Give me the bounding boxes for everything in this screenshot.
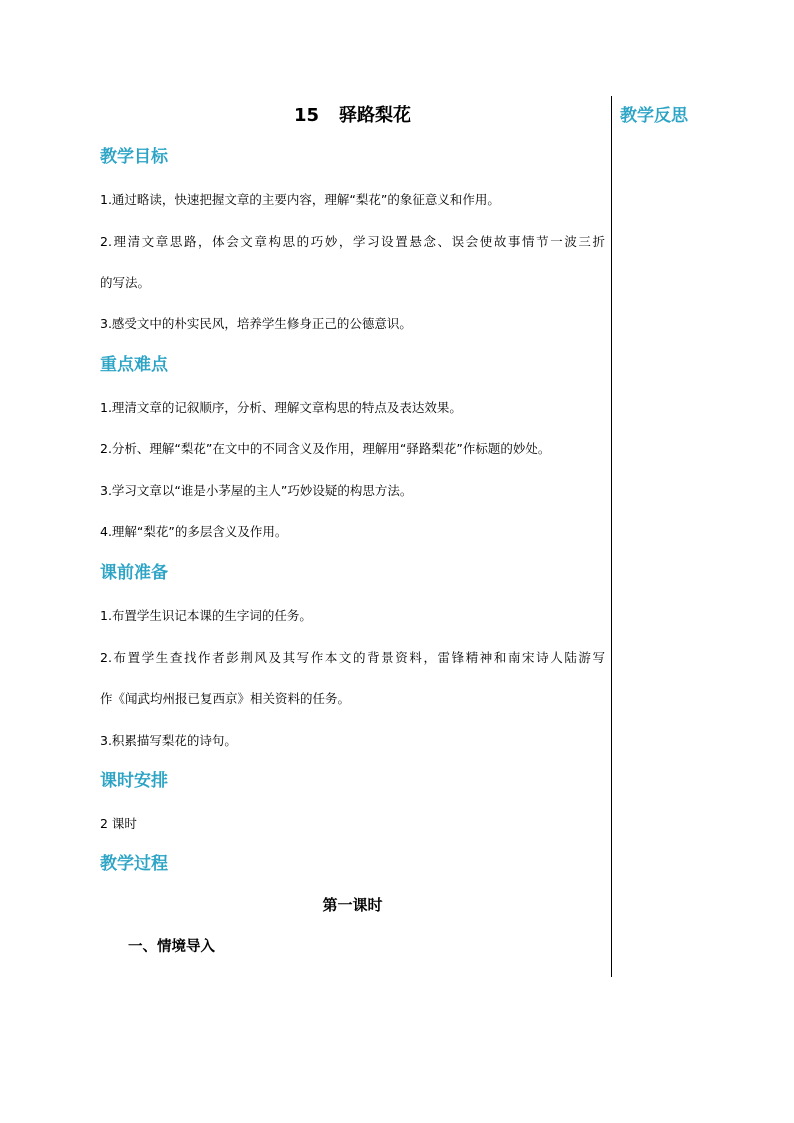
key-point-item-4: 4.理解“梨花”的多层含义及作用。 [100,524,288,539]
reflection-column [620,104,770,128]
key-point-item-2: 2.分析、理解“梨花”在文中的不同含义及作用，理解用“驿路梨花”作标题的妙处。 [100,441,551,456]
section-heading-process: 教学过程 [100,854,168,874]
schedule-text: 2 课时 [100,816,137,831]
step-title: 一、情境导入 [128,939,215,955]
goal-item-2-continued: 的写法。 [100,275,151,290]
preparation-item-2: 2.布置学生查找作者彭荆风及其写作本文的背景资料，雷锋精神和南宋诗人陆游写 [100,650,605,665]
section-heading-schedule: 课时安排 [100,771,168,791]
section-heading-preparation: 课前准备 [100,563,168,583]
column-divider [611,96,612,977]
section-heading-goals: 教学目标 [100,147,168,167]
preparation-item-1: 1.布置学生识记本课的生字词的任务。 [100,608,312,623]
goal-item-3: 3.感受文中的朴实民风，培养学生修身正己的公德意识。 [100,316,412,331]
reflection-heading: 教学反思 [620,106,688,126]
goal-item-2: 2.理清文章思路，体会文章构思的巧妙，学习设置悬念、误会使故事情节一波三折 [100,234,605,249]
lesson-title: 驿路梨花 [339,105,412,126]
lesson-number: 15 [293,105,320,126]
key-point-item-3: 3.学习文章以“谁是小茅屋的主人”巧妙设疑的构思方法。 [100,483,413,498]
preparation-item-2-continued: 作《闻武均州报已复西京》相关资料的任务。 [100,691,351,706]
goal-item-1: 1.通过略读，快速把握文章的主要内容，理解“梨花”的象征意义和作用。 [100,192,500,207]
lesson-period-title: 第一课时 [322,896,383,914]
preparation-item-3: 3.积累描写梨花的诗句。 [100,733,237,748]
key-point-item-1: 1.理清文章的记叙顺序，分析、理解文章构思的特点及表达效果。 [100,400,462,415]
document-title [100,103,605,129]
section-heading-key-points: 重点难点 [100,355,168,375]
